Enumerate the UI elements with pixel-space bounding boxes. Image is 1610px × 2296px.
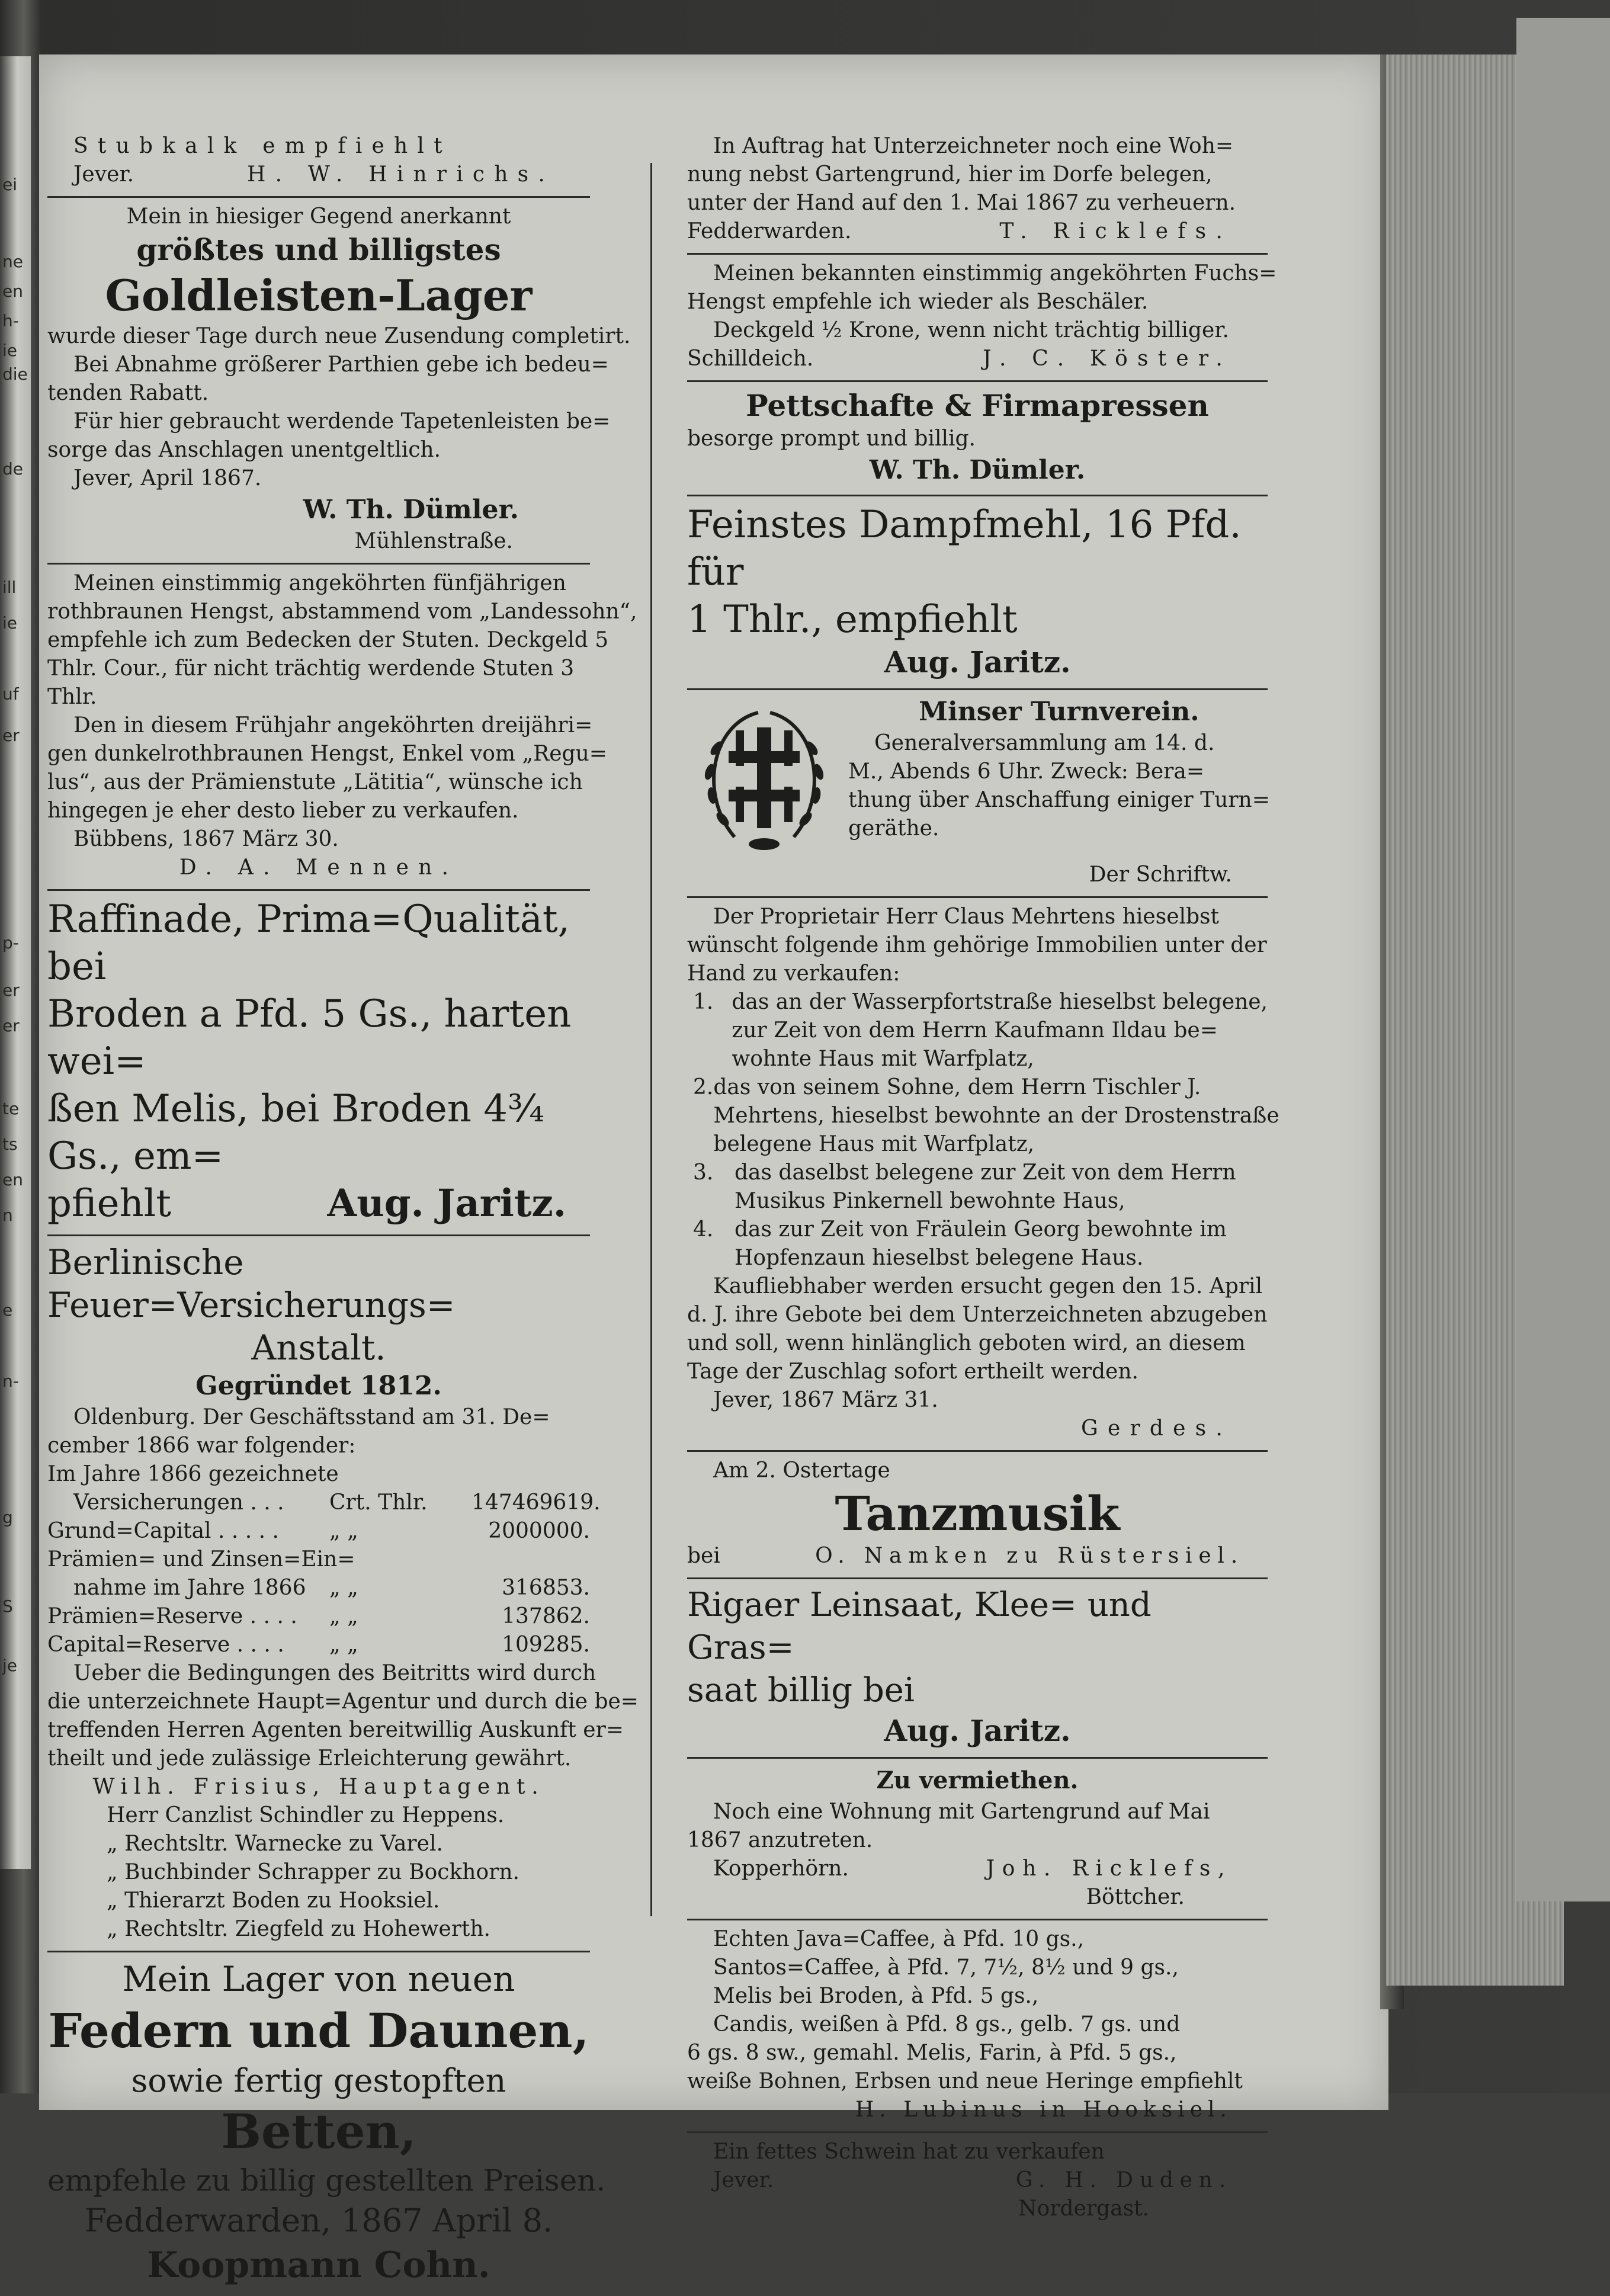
item-number: 4. [693,1217,714,1242]
ad-leinsaat [687,1579,1268,1759]
item-line: das zur Zeit von Fräulein Georg bewohnte im [735,1217,1227,1242]
agent-line: Herr Canzlist Schindler zu Heppens. [107,1803,505,1827]
prev-page-fragment: er [2,726,20,745]
ad-place: Schilldeich. [687,347,814,371]
ad-line: saat billig bei [687,1671,915,1710]
ad-line: pfiehlt [47,1182,171,1226]
ad-hengst [47,565,637,891]
prev-page-fragment: ie [2,341,18,360]
ad-heading: Minser Turnverein. [919,697,1200,727]
ad-signature: G. H. Duden. [1015,2168,1232,2192]
prev-page-fragment: ne [2,252,23,271]
row-value [483,1545,590,1574]
ad-line: Deckgeld ½ Krone, wenn nicht trächtig billiger. [713,318,1229,342]
prev-page-fragment: de [2,459,23,479]
ad-signature: D. A. Mennen. [179,855,458,880]
row-label: Capital=Reserve . . . . [47,1633,284,1657]
ad-line: unter der Hand auf den 1. Mai 1867 zu verheuern. [687,191,1236,215]
ad-line: hingegen je eher desto lieber zu verkaufen. [47,799,519,823]
item-line: zur Zeit von dem Herrn Kaufmann Ildau be= [732,1018,1218,1043]
row-label: nahme im Jahre 1866 [73,1576,306,1600]
ad-place: Jever. [73,162,134,187]
item-line: Musikus Pinkernell bewohnte Haus, [735,1189,1125,1213]
ad-heading: Pettschafte & Firmapressen [746,388,1209,423]
row-currency: „ „ [329,1633,358,1657]
ad-line: Echten Java=Caffee, à Pfd. 10 gs., [713,1927,1085,1951]
row-value: 2000000. [488,1519,590,1543]
ad-heading: Anstalt. [251,1327,386,1368]
ad-subheading: Gegründet 1812. [195,1371,442,1401]
prev-page-fragment: uf [2,684,19,704]
ad-signature: Aug. Jaritz. [327,1181,566,1226]
ad-place: Jever. [713,2168,774,2192]
ad-line: besorge prompt und billig. [687,427,976,451]
ad-line: sowie fertig gestopften [131,2062,506,2099]
ad-wohnung [687,127,1268,255]
ad-line: 1 Thlr., empfiehlt [687,598,1018,642]
ad-line: M., Abends 6 Uhr. Zweck: Bera= [848,759,1204,784]
row-label: Grund=Capital . . . . . [47,1519,279,1543]
finance-table [47,1489,601,1659]
row-value: 147469619. [472,1490,601,1515]
ad-line: In Auftrag hat Unterzeichneter noch eine Woh= [713,134,1234,158]
row-value: 316853. [502,1576,590,1600]
prev-page-fragment: h- [2,311,19,331]
prev-page-fragment: er [2,980,20,1000]
ad-signature: Aug. Jaritz. [884,1713,1071,1748]
ad-line: Fedderwarden, 1867 April 8. [84,2202,553,2239]
ad-stubkalk [47,127,590,198]
prev-page-fragment: te [2,1099,20,1118]
ad-line: weiße Bohnen, Erbsen und neue Heringe empfiehlt [687,2069,1243,2093]
ad-line: Jever, 1867 März 31. [713,1388,938,1412]
prev-page-fragment: e [2,1300,13,1320]
ad-line: Meinen einstimmig angeköhrten fünfjährigen [73,571,566,595]
ad-line: Im Jahre 1866 gezeichnete [47,1462,339,1486]
ad-line: Hand zu verkaufen: [687,961,900,986]
item-line: das von seinem Sohne, dem Herrn Tischler J. [713,1075,1201,1099]
row-label: Versicherungen . . . [73,1490,284,1515]
ad-line: Santos=Caffee, à Pfd. 7, 7½, 8½ und 9 gs., [713,1955,1179,1980]
prev-page-fragment: ts [2,1134,18,1154]
ad-line: gen dunkelrothbraunen Hengst, Enkel vom „Regu= [47,742,607,766]
row-value: 109285. [502,1633,590,1657]
ad-line: Mein Lager von neuen [122,1959,515,1999]
ad-line: nung nebst Gartengrund, hier im Dorfe belegen, [687,162,1213,187]
book-cover-edge [1516,18,1610,1901]
ad-signature: Gerdes. [1081,1416,1232,1441]
agent-line: „ Thierarzt Boden zu Hooksiel. [107,1888,440,1913]
row-currency: „ „ [329,1519,358,1543]
table-row [47,1631,590,1659]
item-line: Hopfenzaun hieselbst belegene Haus. [735,1246,1144,1270]
ad-immobilien [687,898,1279,1452]
ad-tanzmusik [687,1452,1268,1579]
agent-line: „ Buchbinder Schrapper zu Bockhorn. [107,1860,519,1884]
ad-line: theilt und jede zulässige Erleichterung gewährt. [47,1746,572,1771]
ad-line: Thlr. [47,685,97,709]
ad-fuchshengst [687,255,1277,382]
previous-page-edge [0,56,31,1869]
agent-line: „ Rechtsltr. Warnecke zu Varel. [107,1832,443,1856]
ad-signature: Aug. Jaritz. [884,644,1071,679]
ad-line: Am 2. Ostertage [713,1458,890,1483]
table-row [47,1574,590,1602]
ad-line: Thlr. Cour., für nicht trächtig werdende Stuten 3 [47,656,575,681]
table-row [47,1517,590,1545]
ad-line: wünscht folgende ihm gehörige Immobilien unter der [687,933,1267,957]
ad-line: Melis bei Broden, à Pfd. 5 gs., [713,1984,1039,2008]
ad-line: Generalversammlung am 14. d. [874,731,1215,755]
ad-line: die unterzeichnete Haupt=Agentur und durch die be= [47,1689,639,1714]
ad-street: Nordergast. [1018,2196,1149,2221]
ad-line: Der Proprietair Herr Claus Mehrtens hieselbst [713,905,1219,929]
table-row [47,1545,590,1574]
ad-goldleisten [47,198,631,565]
item-number: 2. [693,1075,714,1099]
ad-street: Mühlenstraße. [354,529,513,553]
ad-feuerversicherung [47,1236,639,1952]
column-rule [650,163,652,1916]
ad-signature: Der Schriftw. [1089,862,1232,887]
ad-turnverein [687,690,1268,898]
ad-line: Bei Abnahme größerer Parthien gebe ich bedeu= [73,352,609,377]
ad-heading: Berlinische Feuer=Versicherungs= [47,1242,456,1325]
prev-page-fragment: S [2,1596,13,1616]
row-value: 137862. [502,1604,590,1628]
prev-page-fragment: n [2,1205,13,1225]
row-currency: Crt. Thlr. [329,1490,428,1515]
ad-vermiethen [687,1759,1268,1920]
prev-page-fragment: die [2,364,28,384]
row-currency: „ „ [329,1604,358,1628]
prev-page-fragment: p- [2,933,19,953]
prev-page-fragment: ie [2,613,18,633]
ad-line: rothbraunen Hengst, abstammend vom „Landessohn“, [47,599,637,624]
ad-line: d. J. ihre Gebote bei dem Unterzeichneten abzugeben [687,1303,1268,1327]
ad-signature: Joh. Ricklefs, [986,1856,1232,1881]
prev-page-fragment: ill [2,578,17,597]
ad-line: empfehle zu billig gestellten Preisen. [47,2163,606,2198]
ad-signature: O. Namken zu Rüstersiel. [815,1544,1244,1568]
turnverein-emblem-icon [687,695,841,861]
ad-heading: Betten, [221,2103,416,2159]
table-row [47,1489,601,1517]
ad-signature: W. Th. Dümler. [869,455,1086,485]
prev-page-fragment: en [2,281,23,301]
ad-schwein [687,2133,1268,2230]
ad-line: wurde dieser Tage durch neue Zusendung completirt. [47,324,631,348]
ad-line: empfehle ich zum Bedecken der Stuten. Deckgeld 5 [47,628,609,652]
ad-line: Kaufliebhaber werden ersucht gegen den 15. April [713,1274,1263,1298]
ad-signature: J. C. Köster. [983,347,1232,371]
prev-page-fragment: je [2,1656,18,1675]
ad-line: Bübbens, 1867 März 30. [73,827,339,851]
ad-line: Jever, April 1867. [73,466,262,490]
row-label: Prämien= und Zinsen=Ein= [47,1547,355,1572]
left-column [47,127,639,2296]
ad-signature: Koopmann Cohn. [147,2244,490,2286]
row-currency: „ „ [329,1576,358,1600]
ad-line: tenden Rabatt. [47,381,209,405]
table-row [47,1602,590,1631]
ad-federn [47,1952,606,2296]
ad-line: Für hier gebraucht werdende Tapetenleisten be= [73,409,611,434]
ad-line: Candis, weißen à Pfd. 8 gs., gelb. 7 gs. und [713,2012,1181,2037]
ad-line: geräthe. [848,816,939,841]
ad-line: Broden a Pfd. 5 Gs., harten wei= [47,992,572,1083]
ad-signature: W. Th. Dümler. [303,495,519,525]
item-line: wohnte Haus mit Warfplatz, [732,1047,1034,1071]
ad-signature: T. Ricklefs. [999,219,1232,243]
ad-heading: Tanzmusik [835,1486,1120,1541]
right-column [687,127,1279,2230]
ad-line: lus“, aus der Prämienstute „Lätitia“, wünsche ich [47,770,583,794]
agent-line: „ Rechtsltr. Ziegfeld zu Hohewerth. [107,1917,490,1941]
ad-line: 6 gs. 8 sw., gemahl. Melis, Farin, à Pfd. 5 gs., [687,2041,1177,2065]
ad-line: Noch eine Wohnung mit Gartengrund auf Mai [713,1800,1210,1824]
ad-line: Oldenburg. Der Geschäftsstand am 31. De= [73,1405,550,1429]
row-label: Prämien=Reserve . . . . [47,1604,297,1628]
ad-heading: Zu vermiethen. [876,1766,1079,1794]
item-line: das an der Wasserpfortstraße hieselbst belegene, [732,990,1268,1014]
ad-line: bei [687,1544,720,1568]
prev-page-fragment: er [2,1016,20,1035]
prev-page-fragment: ei [2,175,18,194]
ad-subheading: größtes und billigstes [136,232,501,267]
ad-raffinade [47,891,590,1236]
ad-line: Stubkalk empfiehlt [73,134,452,158]
ad-place: Kopperhörn. [713,1856,849,1881]
ad-line: Feinstes Dampfmehl, 16 Pfd. für [687,503,1242,594]
ad-pettschafte [687,382,1268,496]
ad-line: Raffinade, Prima=Qualität, bei [47,897,570,989]
ad-caffee [687,1920,1268,2133]
item-number: 1. [693,990,714,1014]
ad-line: Rigaer Leinsaat, Klee= und Gras= [687,1586,1152,1667]
ad-line: thung über Anschaffung einiger Turn= [848,788,1270,812]
ad-signature: Wilh. Frisius, Hauptagent. [92,1775,545,1799]
ad-line: Ein fettes Schwein hat zu verkaufen [713,2140,1105,2164]
ad-line: ßen Melis, bei Broden 4¾ Gs., em= [47,1087,545,1178]
ad-signature: H. Lubinus in Hooksiel. [855,2098,1232,2122]
ad-line: Tage der Zuschlag sofort ertheilt werden. [687,1359,1138,1384]
ad-line: Meinen bekannten einstimmig angeköhrten Fuchs= [713,261,1277,286]
ad-line: Mein in hiesiger Gegend anerkannt [126,204,511,229]
ad-line: Den in diesem Frühjahr angeköhrten dreijähri= [73,713,593,737]
prev-page-fragment: n- [2,1371,19,1391]
ad-line: Hengst empfehle ich wieder als Beschäler. [687,290,1149,314]
ad-signature: H. W. Hinrichs. [247,162,554,187]
ad-line: 1867 anzutreten. [687,1828,873,1852]
row-currency [355,1545,483,1574]
ad-line: und soll, wenn hinlänglich geboten wird, an diesem [687,1331,1246,1355]
ad-line: treffenden Herren Agenten bereitwillig Auskunft er= [47,1718,624,1742]
ad-heading: Federn und Daunen, [48,2003,589,2058]
ad-line: sorge das Anschlagen unentgeltlich. [47,438,441,462]
item-line: Mehrtens, hieselbst bewohnte an der Drostenstraße [713,1104,1279,1128]
ad-place: Fedderwarden. [687,219,852,243]
ad-trade: Böttcher. [1086,1885,1185,1909]
ad-dampfmehl [687,496,1268,690]
item-line: das daselbst belegene zur Zeit von dem Herrn [735,1160,1236,1185]
prev-page-fragment: g [2,1508,13,1527]
item-number: 3. [693,1160,714,1185]
ad-line: Ueber die Bedingungen des Beitritts wird durch [73,1661,596,1685]
ad-line: cember 1866 war folgender: [47,1434,356,1458]
item-line: belegene Haus mit Warfplatz, [713,1132,1035,1156]
ad-heading: Goldleisten-Lager [105,270,533,320]
prev-page-fragment: en [2,1170,23,1189]
